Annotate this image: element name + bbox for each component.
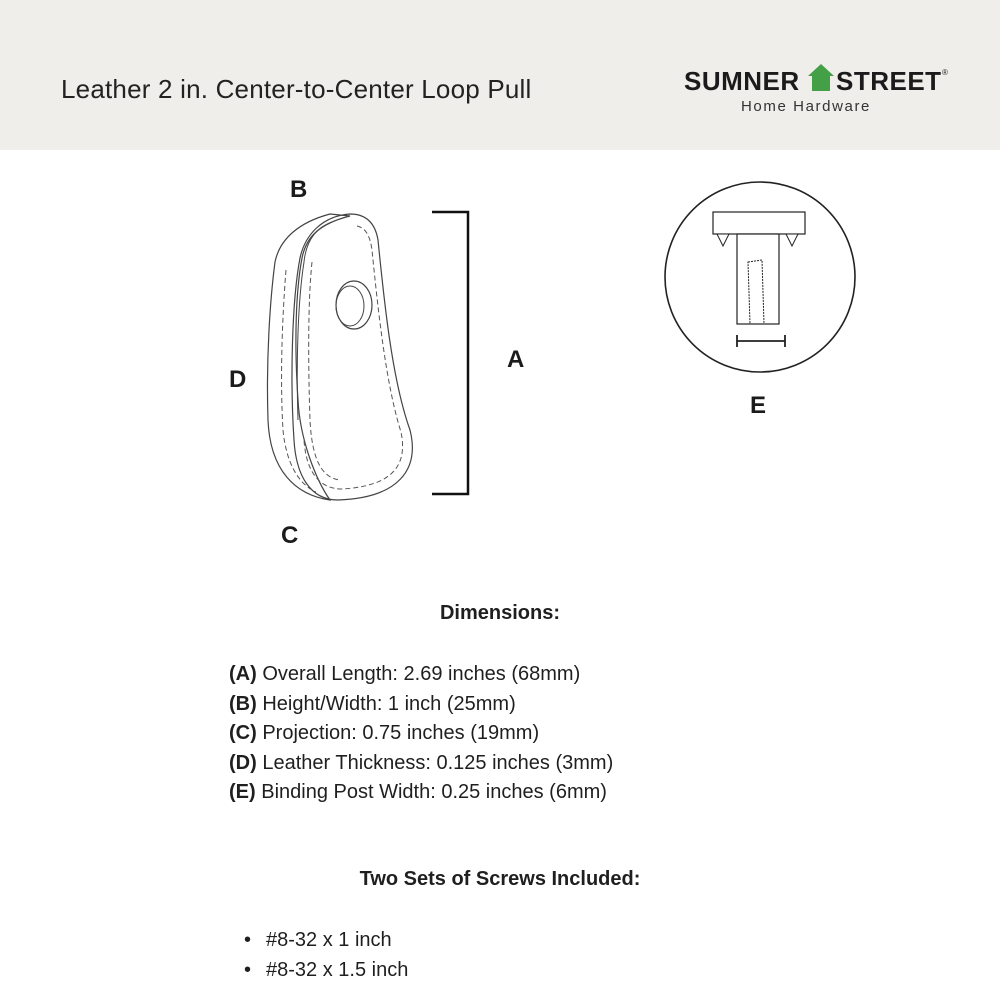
dimension-text: Overall Length: 2.69 inches (68mm) xyxy=(256,663,581,685)
stitch-line-outer xyxy=(304,226,403,489)
dimension-text: Projection: 0.75 inches (19mm) xyxy=(256,722,540,744)
screw-text: #8-32 x 1 inch xyxy=(266,929,392,951)
dimension-code: (B) xyxy=(229,692,257,715)
dimension-item-a xyxy=(229,660,613,690)
label-e: E xyxy=(750,392,767,419)
screw-text: #8-32 x 1.5 inch xyxy=(266,958,409,981)
dimension-bracket-a xyxy=(432,212,468,494)
registered-mark: ® xyxy=(942,68,948,77)
screw-item xyxy=(244,926,408,956)
dimension-text: Binding Post Width: 0.25 inches (6mm) xyxy=(255,781,607,803)
screws-list xyxy=(244,926,408,985)
label-a: A xyxy=(507,346,525,373)
product-title: Leather 2 in. Center-to-Center Loop Pull xyxy=(61,74,532,104)
screw-item xyxy=(244,956,408,986)
bullet-icon: • xyxy=(244,958,252,981)
dimensions-list xyxy=(229,660,613,808)
screws-heading: Two Sets of Screws Included: xyxy=(359,868,641,890)
dimension-item-e xyxy=(229,778,613,808)
dimension-code: (D) xyxy=(229,751,257,774)
header-band xyxy=(0,0,1000,150)
bullet-icon: • xyxy=(244,929,252,951)
brand-logo xyxy=(684,62,954,122)
strap-inner-edge xyxy=(297,222,332,420)
dimension-code: (A) xyxy=(229,663,257,685)
strap-back xyxy=(267,214,350,500)
cap-prong-1 xyxy=(717,234,729,246)
dimension-text: Height/Width: 1 inch (25mm) xyxy=(256,692,516,715)
dimension-item-b xyxy=(229,690,613,720)
dimension-item-d xyxy=(229,749,613,779)
house-icon xyxy=(806,62,836,92)
label-c: C xyxy=(281,522,299,549)
binding-post-cap xyxy=(713,212,805,234)
binding-post-shaft xyxy=(737,234,779,324)
strap-front xyxy=(292,214,412,500)
dimension-text: Leather Thickness: 0.125 inches (3mm) xyxy=(256,751,614,774)
brand-word-sumner: SUMNER xyxy=(684,66,800,96)
brand-subtitle: Home Hardware xyxy=(741,98,872,115)
dimension-code: (C) xyxy=(229,722,257,744)
dimensions-heading: Dimensions: xyxy=(439,602,561,624)
dimension-item-c xyxy=(229,719,613,749)
stitch-line-inner xyxy=(309,262,340,480)
stitch-line-back xyxy=(282,270,316,492)
brand-word-street: STREET xyxy=(836,66,942,96)
loop-pull-drawing xyxy=(0,150,1000,570)
dimension-code: (E) xyxy=(229,781,256,803)
label-b: B xyxy=(290,176,308,203)
cap-prong-3 xyxy=(786,234,798,246)
label-d: D xyxy=(229,366,247,393)
